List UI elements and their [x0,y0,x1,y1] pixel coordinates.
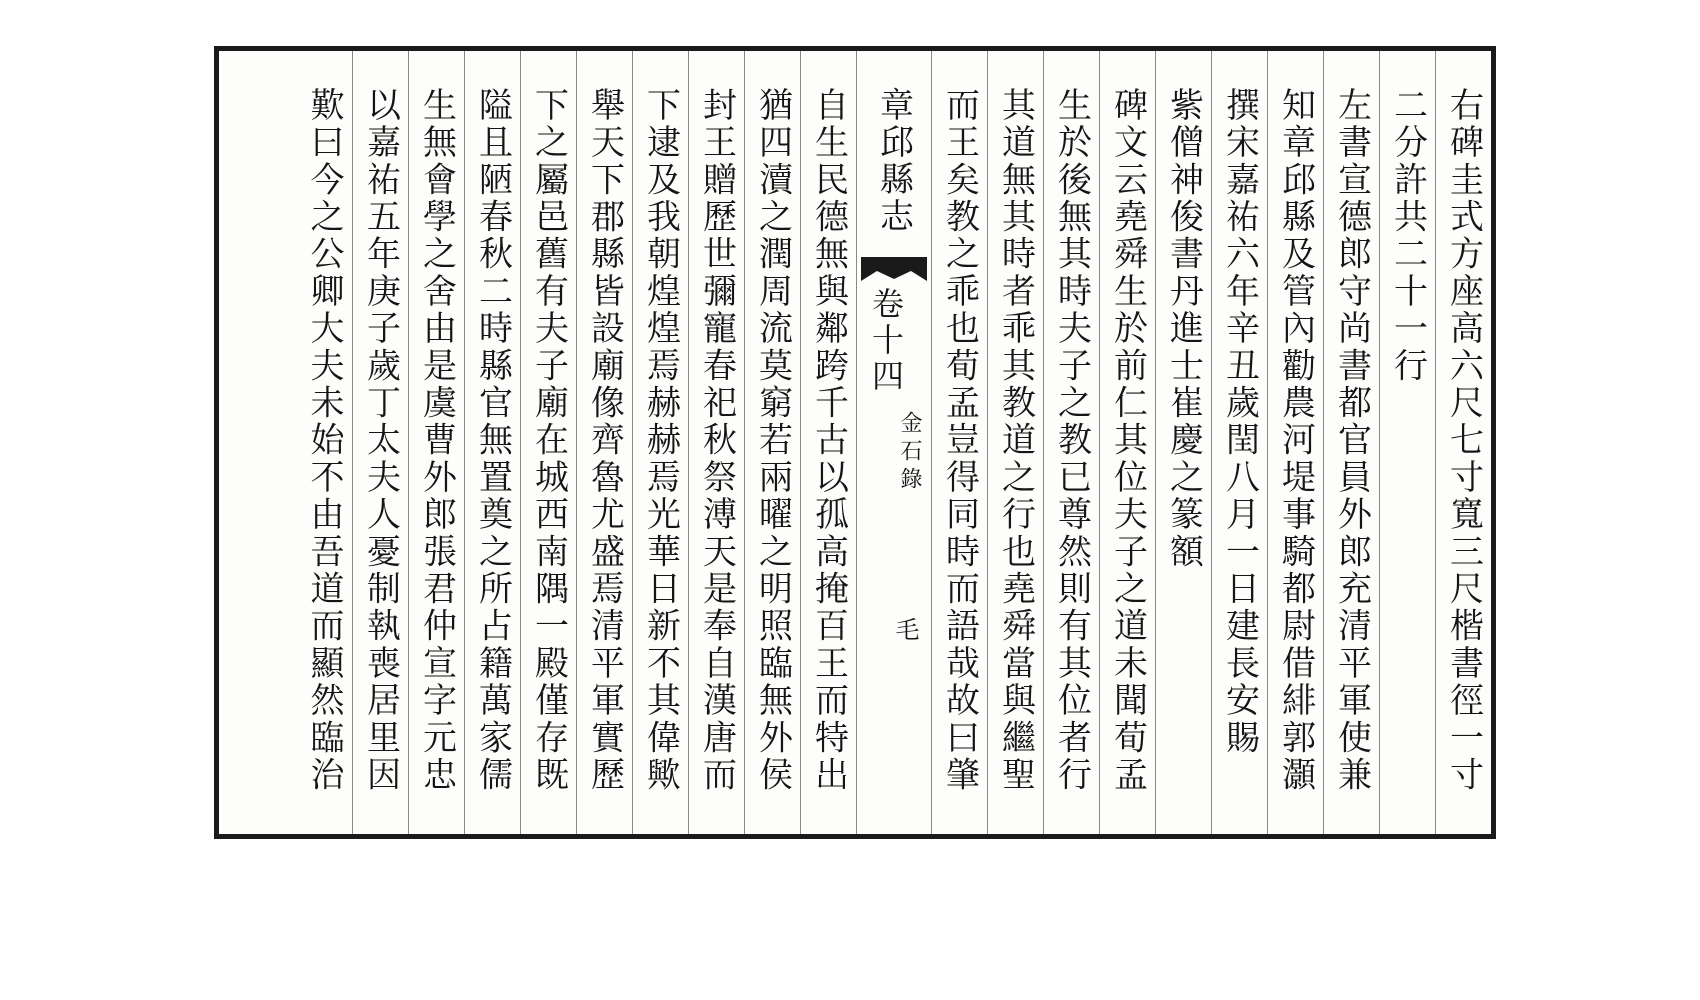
volume-number: 卷十四 [867,287,905,395]
column-text: 生於後無其時夫子之教已尊然則有其位者行 [1051,87,1092,794]
woodblock-page-frame [214,46,1496,839]
page-number: 毛 [891,617,919,641]
column-text: 以嘉祐五年庚子歲丁太夫人憂制執喪居里因 [360,87,401,794]
column-text: 左書宣德郎守尚書都官員外郎充清平軍使兼 [1331,87,1372,794]
center-fold-column [856,51,931,834]
text-column [1043,51,1099,834]
column-text: 下之屬邑舊有夫子廟在城西南隅一殿僅存既 [528,87,569,794]
text-column [744,51,800,834]
text-column [632,51,688,834]
column-text: 隘且陋春秋二時縣官無置奠之所占籍萬家儒 [472,87,513,794]
column-text: 封王贈歷世彌寵春祀秋祭溥天是奉自漢唐而 [696,87,737,794]
text-column [1099,51,1155,834]
column-text: 生無會學之舍由是虞曹外郎張君仲宣字元忠 [416,87,457,794]
column-text: 撰宋嘉祐六年辛丑歲閏八月一日建長安賜 [1219,87,1260,757]
text-column [1211,51,1267,834]
text-column [576,51,632,834]
text-column [1379,51,1435,834]
fishtail-notch-icon [861,269,927,281]
gazetteer-title: 章邱縣志 [873,87,914,235]
column-text: 而王矣教之乖也荀孟豈得同時而語哉故曰肇 [939,87,980,794]
column-text: 右碑圭式方座高六尺七寸寬三尺楷書徑一寸 [1443,87,1484,794]
section-title: 金石錄 [897,411,922,495]
text-column [1267,51,1323,834]
text-column [800,51,856,834]
column-text: 下逮及我朝煌煌焉赫赫焉光華日新不其偉歟 [640,87,681,794]
column-text: 猶四瀆之潤周流莫窮若兩曜之明照臨無外侯 [752,87,793,794]
text-column [464,51,520,834]
column-text: 碑文云堯舜生於前仁其位夫子之道未聞荀孟 [1107,87,1148,794]
text-column [1155,51,1211,834]
text-column [931,51,987,834]
text-column [352,51,408,834]
column-text: 二分許共二十一行 [1387,87,1428,385]
column-text: 知章邱縣及管內勸農河堤事騎都尉借緋郭灝 [1275,87,1316,794]
text-column [688,51,744,834]
text-column [1435,51,1491,834]
column-text: 歎曰今之公卿大夫未始不由吾道而顯然臨治 [304,87,344,794]
column-text: 其道無其時者乖其教道之行也堯舜當與繼聖 [995,87,1036,794]
text-column [520,51,576,834]
text-column [296,51,352,834]
text-columns [219,51,1491,834]
text-column [408,51,464,834]
column-text: 自生民德無與鄰跨千古以孤高掩百王而特出 [808,87,849,794]
column-text: 舉天下郡縣皆設廟像齊魯尤盛焉清平軍實歷 [584,87,625,794]
text-column [1323,51,1379,834]
text-column [987,51,1043,834]
column-text: 紫僧神俊書丹進士崔慶之篆額 [1163,87,1204,571]
